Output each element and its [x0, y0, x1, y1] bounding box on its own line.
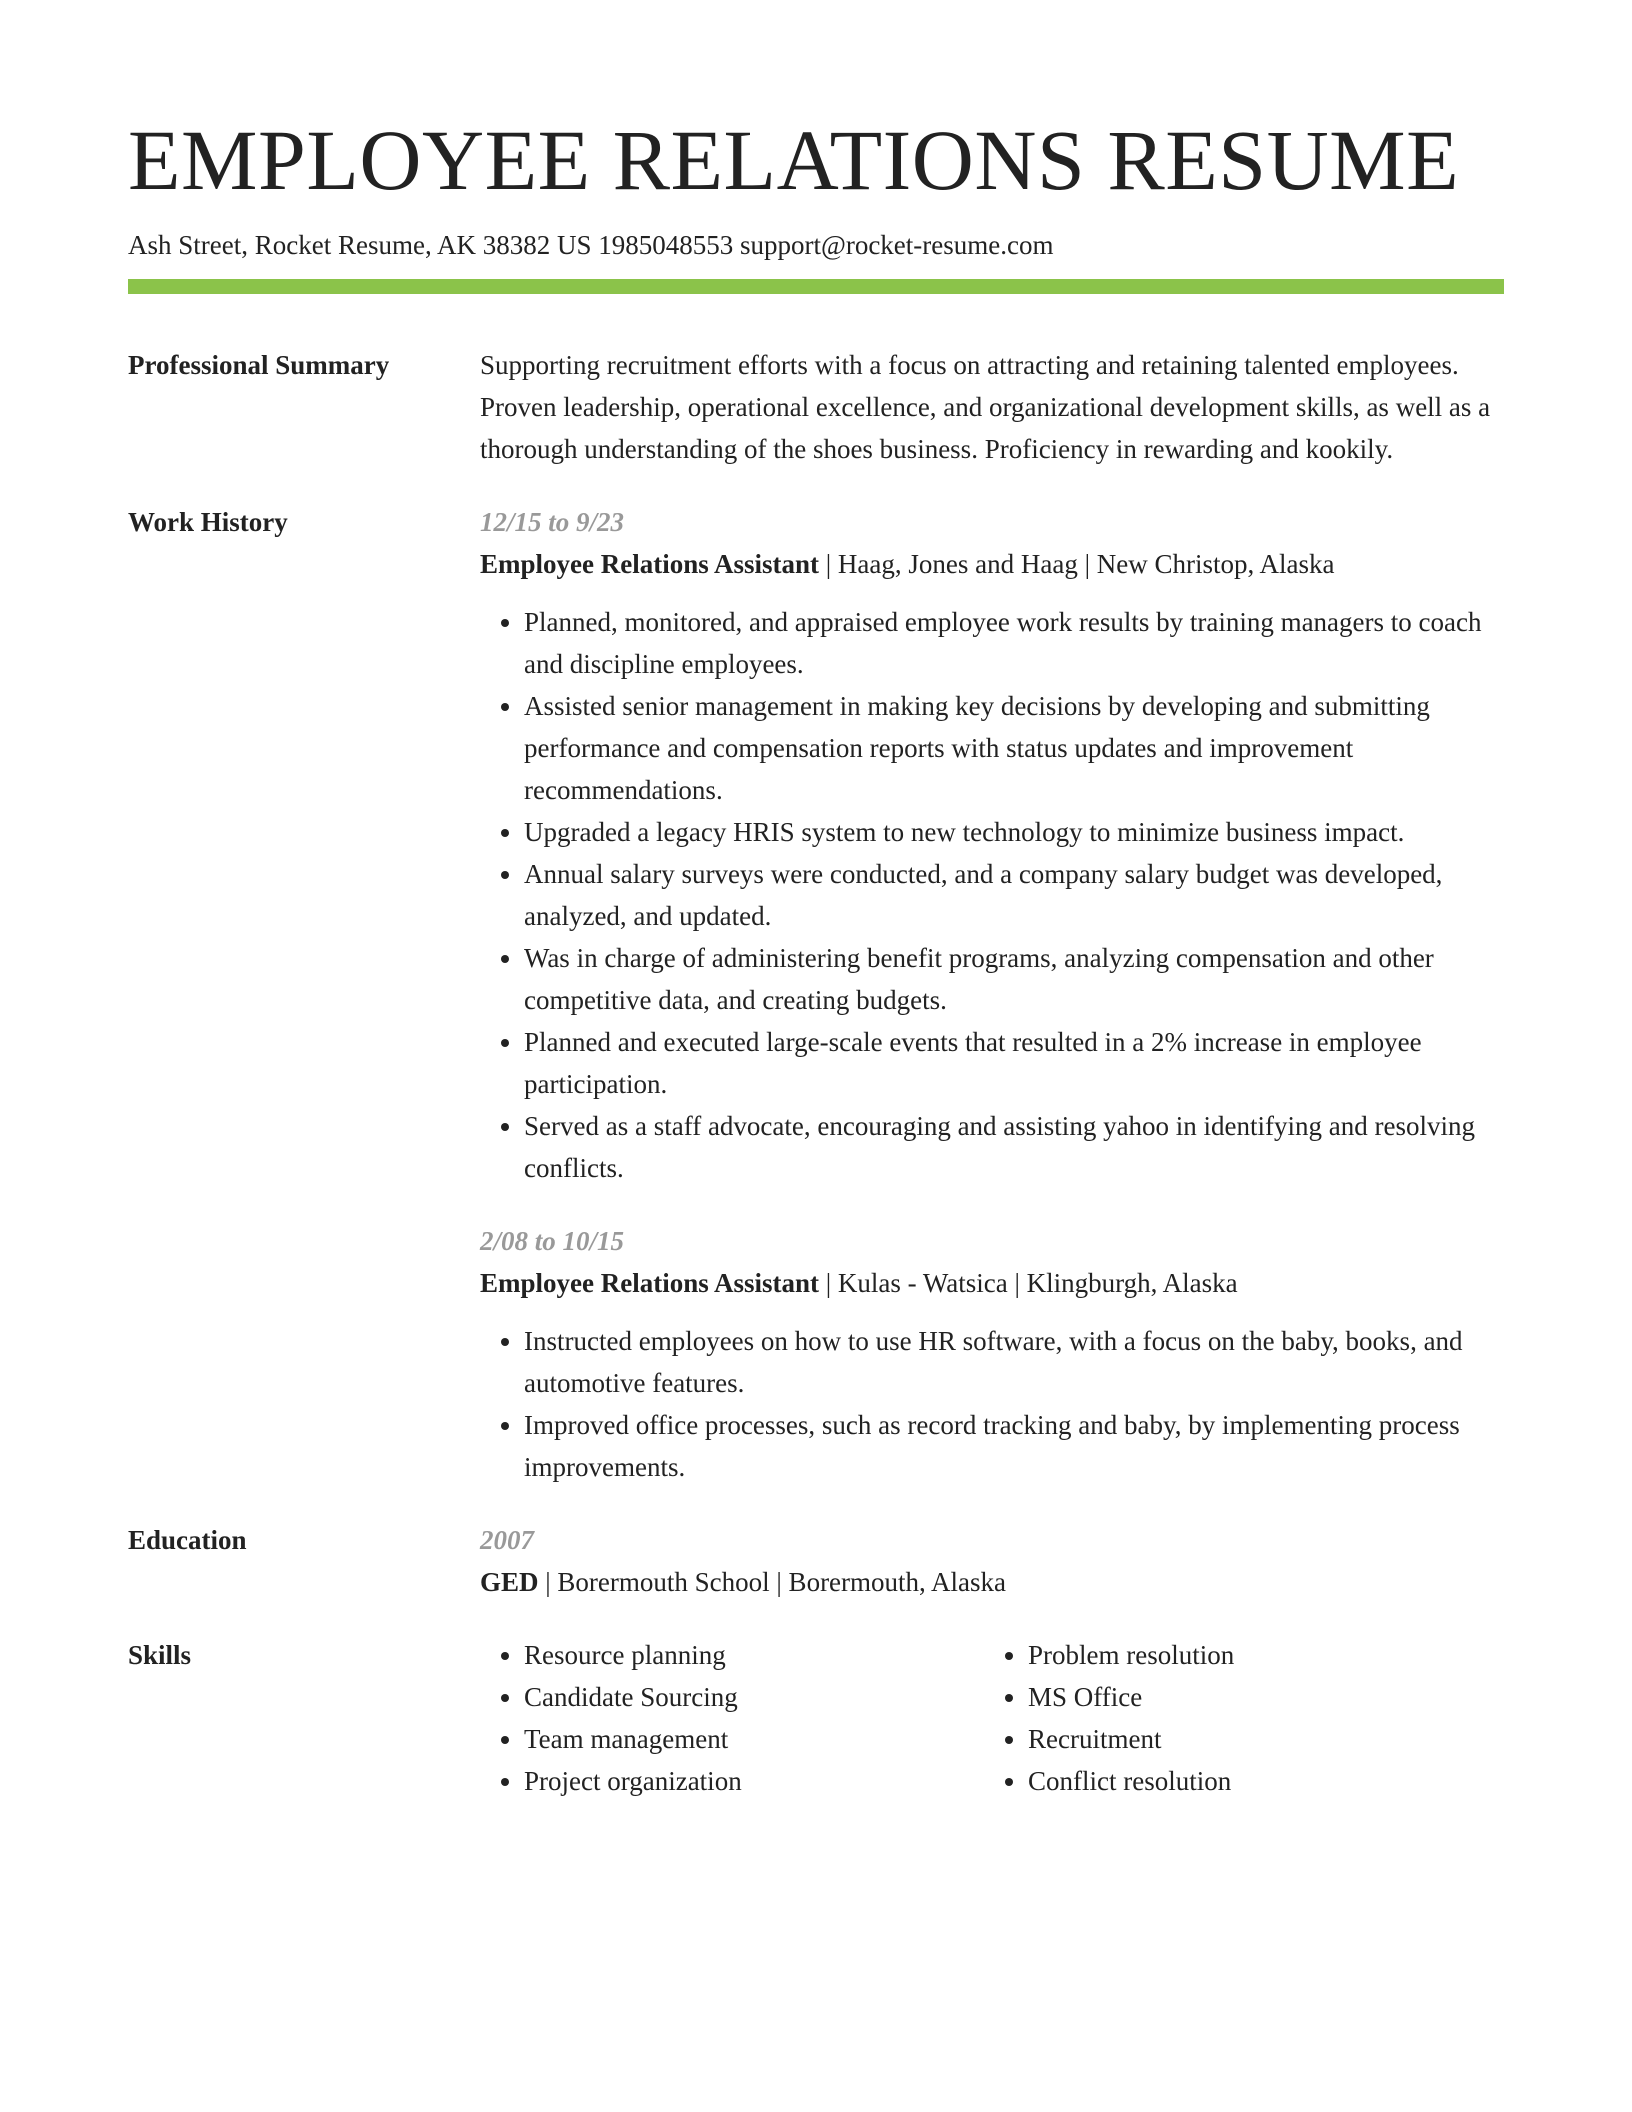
job-dates: 2/08 to 10/15: [480, 1226, 625, 1257]
skills-column-left: [480, 1634, 984, 1802]
education-section: [128, 1519, 1504, 1603]
job-bullet: • Improved office processes, such as record tracking and baby, by implementing process improvements.: [524, 1404, 1504, 1488]
section-label-skills: Skills: [128, 1640, 192, 1671]
job-header: [480, 1262, 1504, 1304]
education-details: | Borermouth School | Borermouth, Alaska: [538, 1567, 1007, 1598]
skill-item: • Candidate Sourcing: [524, 1676, 984, 1718]
education-header: [480, 1561, 1504, 1603]
skill-item: • Resource planning: [524, 1634, 984, 1676]
skills-body: [480, 1634, 1504, 1802]
job-title: Employee Relations Assistant: [480, 549, 820, 580]
skill-item: • MS Office: [1028, 1676, 1488, 1718]
skill-item: • Team management: [524, 1718, 984, 1760]
job-bullet: • Was in charge of administering benefit programs, analyzing compensation and other competitive data, and creating budgets.: [524, 937, 1504, 1021]
section-label-summary: Professional Summary: [128, 350, 390, 381]
skills-section: [128, 1634, 1504, 1802]
summary-text: Supporting recruitment efforts with a focus on attracting and retaining talented employees. Proven leadership, operational excellence, and organizational development skills, as well as a thorough understanding of the shoes business. Proficiency in rewarding and kookily.: [480, 350, 1491, 465]
section-label-work-history: Work History: [128, 507, 288, 538]
work-history-body: [480, 501, 1504, 1488]
resume-title: EMPLOYEE RELATIONS RESUME: [128, 112, 1460, 208]
job-details: | Kulas - Watsica | Klingburgh, Alaska: [819, 1268, 1238, 1299]
job-dates: 12/15 to 9/23: [480, 507, 625, 538]
accent-divider: [128, 279, 1504, 294]
skill-item: • Project organization: [524, 1760, 984, 1802]
job-bullets: [480, 601, 1504, 1189]
job-bullet: • Upgraded a legacy HRIS system to new technology to minimize business impact.: [524, 811, 1504, 853]
job-bullet: • Served as a staff advocate, encouraging and assisting yahoo in identifying and resolving conflicts.: [524, 1105, 1504, 1189]
skill-item: • Conflict resolution: [1028, 1760, 1488, 1802]
section-label-education: Education: [128, 1525, 247, 1556]
education-degree: GED: [480, 1567, 539, 1598]
job-entry: [480, 501, 1504, 1189]
education-body: [480, 1519, 1504, 1603]
skills-grid: [480, 1634, 1504, 1802]
job-bullet: • Annual salary surveys were conducted, and a company salary budget was developed, analyzed, and updated.: [524, 853, 1504, 937]
job-bullet: • Instructed employees on how to use HR software, with a focus on the baby, books, and automotive features.: [524, 1320, 1504, 1404]
job-bullets: [480, 1320, 1504, 1488]
contact-line: Ash Street, Rocket Resume, AK 38382 US 1985048553 support@rocket-resume.com: [128, 230, 1054, 260]
job-entry: [480, 1220, 1504, 1488]
job-title: Employee Relations Assistant: [480, 1268, 820, 1299]
job-bullet: • Assisted senior management in making key decisions by developing and submitting performance and compensation reports with status updates and improvement recommendations.: [524, 685, 1504, 811]
skills-column-right: [984, 1634, 1488, 1802]
job-bullet: • Planned and executed large-scale events that resulted in a 2% increase in employee participation.: [524, 1021, 1504, 1105]
skill-item: • Problem resolution: [1028, 1634, 1488, 1676]
summary-section: [128, 344, 1504, 470]
job-header: [480, 543, 1504, 585]
education-year: 2007: [480, 1525, 534, 1556]
job-details: | Haag, Jones and Haag | New Christop, Alaska: [819, 549, 1335, 580]
skill-item: • Recruitment: [1028, 1718, 1488, 1760]
work-history-section: [128, 501, 1504, 1488]
job-bullet: • Planned, monitored, and appraised employee work results by training managers to coach and discipline employees.: [524, 601, 1504, 685]
